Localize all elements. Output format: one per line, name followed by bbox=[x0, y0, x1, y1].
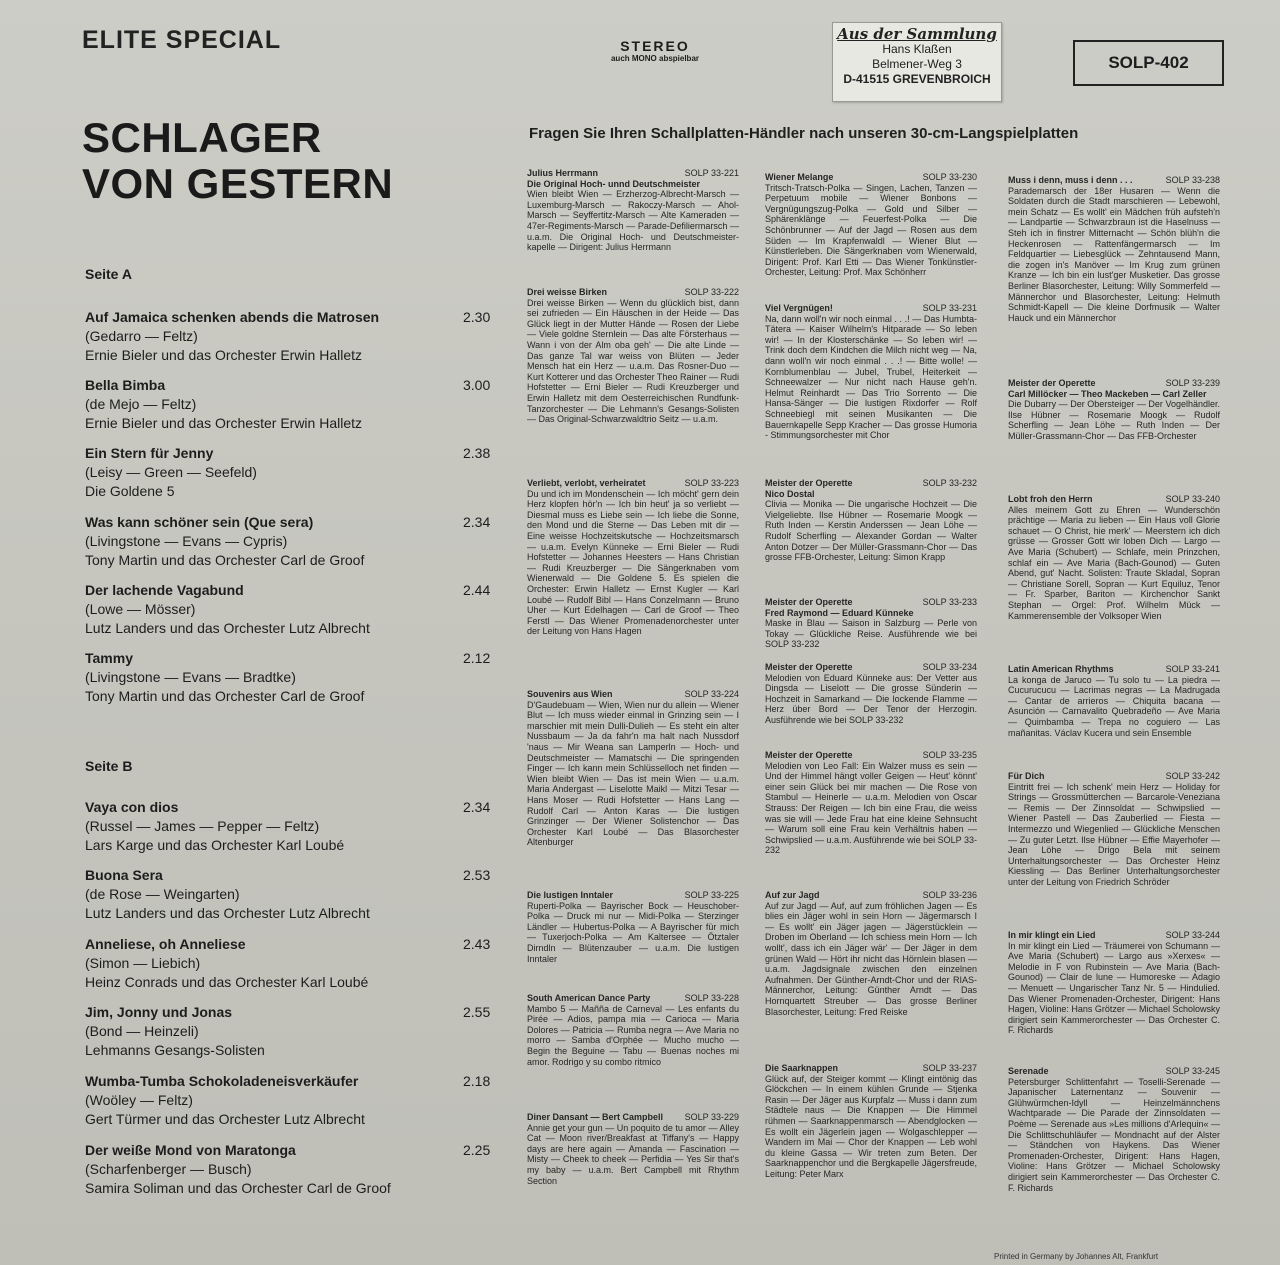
catalog-entry-body: La konga de Jaruco — Tu solo tu — La piedra — Cucurucucu — Lacrimas negras — La Madrugada — Cantar de arrieros — Chiquita bacana — Asunción — Carnavalito Quebradeño — Ave Maria — Quimbamba — Trepa no coguiero — Las mañanitas. Václav Kucera und sein Ensemble bbox=[1008, 674, 1220, 738]
catalog-entry-body: In mir klingt ein Lied — Träumerei von Schumann — Ave Maria (Schubert) — Largo aus »Xerxes« — Melodie in F von Rubinstein — Ave Maria (Bach-Gounod) — Clair de lune — Humoreske — Adagio — Menuett — Ungarischer Tanz Nr. 5 — Hindulied. Das Wiener Promenaden-Orchester, Dirigent: Hans Hagen, Violine: Hans Grötzer — Michael Scholowsky dirigiert sein Kammerorchester — Das Orchester C. F. Richards bbox=[1008, 940, 1220, 1036]
catalog-entry-title: Julius Herrmann bbox=[527, 168, 599, 178]
track-credits: (Simon — Liebich) bbox=[85, 955, 201, 971]
catalog-entry bbox=[765, 662, 977, 726]
catalog-entry-number: SOLP 33-225 bbox=[684, 890, 739, 900]
catalog-entry-number: SOLP 33-236 bbox=[922, 890, 977, 900]
catalog-entry-number: SOLP 33-233 bbox=[922, 597, 977, 607]
track-performer: Lutz Landers und das Orchester Lutz Albrecht bbox=[85, 620, 370, 636]
catalog-entry-body: Die Dubarry — Der Obersteiger — Der Vogelhändler. Ilse Hübner — Rosemarie Moogk — Rudolf Scherfling — Jean Löhe — Ruth Inden — Der Müller-Grassmann-Chor — Das FFB-Orchester bbox=[1008, 399, 1220, 441]
catalog-entry-body: Melodien von Eduard Künneke aus: Der Vetter aus Dingsda — Liselott — Die grosse Sünderin — Hochzeit in Samarkand — Die lockende Flamme — Herz über Bord — Der Tenor der Herzogin. Ausführende wie bei SOLP 33-232 bbox=[765, 672, 977, 725]
catalog-entry-subtitle: Fred Raymond — Eduard Künneke bbox=[765, 607, 914, 618]
collection-stamp bbox=[832, 22, 1002, 102]
stereo-label: STEREO bbox=[620, 38, 690, 54]
catalog-entry-title: Viel Vergnügen! bbox=[765, 303, 833, 313]
catalog-entry-subtitle: Die Original Hoch- unnd Deutschmeister bbox=[527, 178, 701, 189]
catalog-entry-title: Meister der Operette bbox=[765, 662, 853, 672]
catalog-entry-title: Serenade bbox=[1008, 1066, 1049, 1076]
catalog-entry bbox=[527, 890, 739, 964]
track-performer: Die Goldene 5 bbox=[85, 483, 175, 499]
catalog-entry bbox=[1008, 1066, 1220, 1193]
track-performer: Samira Soliman und das Orchester Carl de Groof bbox=[85, 1180, 391, 1196]
track-credits: (Gedarro — Feltz) bbox=[85, 328, 198, 344]
catalog-entry bbox=[1008, 771, 1220, 888]
printer-credit: Printed in Germany by Johannes Alt, Frankfurt bbox=[994, 1252, 1159, 1261]
catalog-entry-number: SOLP 33-231 bbox=[922, 303, 977, 313]
track-duration: 2.18 bbox=[463, 1073, 491, 1089]
catalog-entry bbox=[765, 890, 977, 1017]
track-duration: 2.34 bbox=[463, 799, 491, 815]
track-performer: Tony Martin und das Orchester Carl de Groof bbox=[85, 552, 365, 568]
catalog-entry-body: Alles meinem Gott zu Ehren — Wunderschön prächtige — Maria zu lieben — Ein Haus voll Glorie schauet — O Christ, hie merk' — Meerstern ich dich grüsse — Grosser Gott wir loben Dich — Largo — Ave Maria (Schubert) — Schlafe, mein Prinzchen, schlaf ein — Ave Maria (Bach-Gounod) — Guten Abend, gut' Nacht. Solisten: Traute Skladal, Sopran — Christiane Sorell, Sopran — Kurt Equiluz, Tenor — Fr. Sparber, Bariton — Kirchenchor Sankt Stephan — Orgel: Prof. Wilhelm Mück — Kammerensemble der Volksoper Wien bbox=[1008, 504, 1220, 621]
track-title: Der lachende Vagabund bbox=[85, 582, 244, 598]
catalog-entry-number: SOLP 33-241 bbox=[1165, 664, 1220, 674]
catalog-entry-body: Tritsch-Tratsch-Polka — Singen, Lachen, Tanzen — Perpetuum mobile — Wiener Bonbons — Vergnügungszug-Polka — Gold und Silber — Sphärenklänge — Feuerfest-Polka — Die Schönbrunner — Auf der Jagd — Rosen aus dem Süden — Im Krapfenwaldl — Wiener Blut — Künstlerleben. Die Sängerknaben vom Wienerwald, Dirigent: Prof. Karl Etti — Das Wiener Tonkünstler-Orchester, Leitung: Prof. Max Schönherr bbox=[765, 182, 977, 278]
catalog-entry-title: Meister der Operette bbox=[765, 750, 853, 760]
catalog-entry bbox=[765, 303, 977, 441]
catalog-entry bbox=[765, 1063, 977, 1180]
catalog-entry bbox=[527, 168, 739, 253]
catalog-entry bbox=[765, 750, 977, 856]
stamp-city: D-41515 GREVENBROICH bbox=[843, 72, 991, 86]
catalog-entry-title: Muss i denn, muss i denn . . . bbox=[1008, 175, 1133, 185]
track-credits: (Livingstone — Evans — Cypris) bbox=[85, 533, 288, 549]
catalog-entry-title: Meister der Operette bbox=[1008, 378, 1096, 388]
track-duration: 2.44 bbox=[463, 582, 491, 598]
catalog-entry bbox=[765, 172, 977, 278]
catalog-entry-title: In mir klingt ein Lied bbox=[1008, 930, 1096, 940]
track-title: Auf Jamaica schenken abends die Matrosen bbox=[85, 309, 380, 325]
catalog-entry-number: SOLP 33-238 bbox=[1165, 175, 1220, 185]
catalog-entry bbox=[1008, 378, 1220, 442]
catalog-number-box: SOLP-402 bbox=[1073, 40, 1224, 86]
label-brand: ELITE SPECIAL bbox=[82, 26, 282, 54]
track-title: Jim, Jonny und Jonas bbox=[85, 1004, 233, 1020]
track-credits: (Scharfenberger — Busch) bbox=[85, 1161, 252, 1177]
catalog-entry bbox=[765, 597, 977, 650]
catalog-entry-title: Verliebt, verlobt, verheiratet bbox=[527, 478, 646, 488]
track-credits: (Livingstone — Evans — Bradtke) bbox=[85, 669, 296, 685]
catalog-entry bbox=[1008, 175, 1220, 323]
catalog-entry bbox=[527, 993, 739, 1067]
catalog-entry-number: SOLP 33-234 bbox=[922, 662, 977, 672]
track-title: Vaya con dios bbox=[85, 799, 179, 815]
catalog-entry-body: Maske in Blau — Saison in Salzburg — Perle von Tokay — Glückliche Reise. Ausführende wie bei SOLP 33-232 bbox=[765, 618, 977, 650]
track-credits: (Leisy — Green — Seefeld) bbox=[85, 464, 257, 480]
catalog-entry-body: Annie get your gun — Un poquito de tu amor — Alley Cat — Moon river/Breakfast at Tiffany's — Happy days are here again — Amanda — Fascination — Misty — Cheek to cheek — Perfidia — Yes Sir that's my baby — u.a.m. Bert Campbell mit Rhythm Section bbox=[527, 1122, 739, 1186]
catalog-entry-title: Meister der Operette bbox=[765, 597, 853, 607]
catalog-entry-title: Auf zur Jagd bbox=[765, 890, 820, 900]
track-title: Wumba-Tumba Schokoladeneisverkäufer bbox=[85, 1073, 359, 1089]
stereo-notice bbox=[580, 38, 730, 63]
catalog-entry-body: Ruperti-Polka — Bayrischer Bock — Heuschober-Polka — Druck mi nur — Midi-Polka — Sterzinger Ländler — Hubertus-Polka — A Bayrischer für mich — Tuxerjoch-Polka — Am Kaltersee — Ötztaler Dirndln — Blütenzauber — u.a.m. Die lustigen Inntaler bbox=[527, 900, 739, 964]
catalog-entry-title: Latin American Rhythms bbox=[1008, 664, 1114, 674]
track-title: Tammy bbox=[85, 650, 133, 666]
catalog-entry bbox=[527, 689, 739, 848]
catalog-entry bbox=[527, 478, 739, 637]
track-a1 bbox=[85, 308, 505, 365]
catalog-entry-body: Mambo 5 — Mañña de Carneval — Les enfants du Pirée — Adios, pampa mia — Carioca — Maria Dolores — Patricia — Rumba negra — Ave Maria no morro — Samba d'Orphée — Mucho mucho — Begin the Beguine — Tabu — Buenas noches mi amor. Rodrigo y su combo ritmico bbox=[527, 1003, 739, 1067]
track-duration: 2.34 bbox=[463, 514, 491, 530]
catalog-entry-number: SOLP 33-224 bbox=[684, 689, 739, 699]
catalog-entry bbox=[1008, 494, 1220, 621]
catalog-entry-number: SOLP 33-239 bbox=[1165, 378, 1220, 388]
track-duration: 3.00 bbox=[463, 377, 491, 393]
album-title-line2: VON GESTERN bbox=[82, 160, 394, 207]
catalog-entry-title: Souvenirs aus Wien bbox=[527, 689, 613, 699]
track-credits: (Russel — James — Pepper — Feltz) bbox=[85, 818, 320, 834]
catalog-tagline: Fragen Sie Ihren Schallplatten-Händler nach unseren 30-cm-Langspielplatten bbox=[529, 125, 1079, 142]
catalog-entry-title: Wiener Melange bbox=[765, 172, 834, 182]
catalog-entry-body: Glück auf, der Steiger kommt — Klingt eintönig das Glöckchen — In einem kühlen Grunde — Stjenka Rasin — Der Jäger aus Kurpfalz — Muss i dann zum Städtele naus — Die Knappen — Die Himmel rühmen — Saarknappenmarsch — Abendglocken — Es wollt ein Jägerlein jagen — Wolgaschlepper — Wandern im Mai — Chor der Knappen — Leb wohl du kleine Gassa — Wir treten zum Beten. Der Saarknappenchor und die Bergkapelle Jägersfreude, Leitung: Peter Marx bbox=[765, 1073, 977, 1179]
catalog-entry-body: Melodien von Leo Fall: Ein Walzer muss es sein — Und der Himmel hängt voller Geigen — Heut' könnt' einer sein Glück bei mir machen — Die Rose von Stambul — Heinerle — u.a.m. Melodien von Oscar Strauss: Der Reigen — Ich bin eine Frau, die weiss was sie will — Jede Frau hat eine kleine Sehnsucht — Warum soll eine Frau kein Verhältnis haben — Schwipslied — u.a.m. Ausführende wie bei SOLP 33-232 bbox=[765, 760, 977, 856]
catalog-entry-body: D'Gaudebuam — Wien, Wien nur du allein — Wiener Blut — Ich muss wieder einmal in Grinzing sein — I marschier mit mein Dulli-Dulieh — Es steht ein alter Nussbaum — Ja da fahr'n ma halt nach Nussdorf 'naus — Mir Weana san Lamperln — Hoch- und Deutschmeister — Mamatschi — Die springenden Finger — Ich kann mein Schlüsselloch net finden — Wien bleibt Wien — Das ist mein Wien — u.a.m. Maria Andergast — Liselotte Maikl — Mitzi Tesar — Hans Moser — Rudi Hofstetter — Hans Lang — Rudolf Carl — Anton Karas — Die lustigen Grinzinger — Der Wiener Solistenchor — Das Orchester Karl Loubé — Das Blasorchester Altenburger bbox=[527, 699, 739, 848]
catalog-entry-title: South American Dance Party bbox=[527, 993, 651, 1003]
catalog-entry-body: Parademarsch der 18er Husaren — Wenn die Soldaten durch die Stadt marschieren — Lebewohl, mein Schatz — Es wollt' ein Mädchen früh aufsteh'n — Landpartie — Schwarzbraun ist die Haselnuss — Steh ich in finstrer Mitternacht — Schön blüh'n die Heckenrosen — Rattenfängermarsch — Im Feldquartier — Liebesglück — Zehntausend Mann, die zogen in's Manöver — Im Krug zum grünen Kranze — Ich bin ein lust'ger Musketier. Das grosse Berliner Blasorchester, Leitung: Willy Sommerfeld — Männerchor und Blasorchester, Leitung: Helmuth Schmidt-Kapell — Die kleine Dorfmusik — Walter Hauck und ein Männerchor bbox=[1008, 185, 1220, 323]
catalog-entry bbox=[765, 478, 977, 563]
track-a3 bbox=[85, 444, 505, 501]
track-credits: (Woöley — Feltz) bbox=[85, 1092, 193, 1108]
catalog-entry-number: SOLP 33-229 bbox=[684, 1112, 739, 1122]
catalog-entry-title: Drei weisse Birken bbox=[527, 287, 608, 297]
catalog-entry-number: SOLP 33-242 bbox=[1165, 771, 1220, 781]
track-title: Der weiße Mond von Maratonga bbox=[85, 1142, 296, 1158]
track-performer: Tony Martin und das Orchester Carl de Groof bbox=[85, 688, 365, 704]
catalog-entry-number: SOLP 33-222 bbox=[684, 287, 739, 297]
track-title: Ein Stern für Jenny bbox=[85, 445, 214, 461]
track-performer: Ernie Bieler und das Orchester Erwin Halletz bbox=[85, 347, 363, 363]
catalog-entry-body: Eintritt frei — Ich schenk' mein Herz — Holiday for Strings — Grossmütterchen — Barcarole-Veneziana — Remis — Der Zinnsoldat — Schwipslied — Wiener Pastell — Das Zauberlied — Fiesta — Intermezzo und Wiegenlied — Glückliche Menschen — Zu guter Letzt. Ilse Hübner — Effie Mayerhofer — Jean Löhe — Drigo Bela mit seinem Unterhaltungsorchester — Das Orchester Heinz Kiessling — Das Berliner Unterhaltungsorchester unter der Leitung von Friedrich Schröder bbox=[1008, 781, 1220, 887]
side-a-label: Seite A bbox=[85, 266, 132, 282]
catalog-entry-subtitle: Carl Millöcker — Theo Mackeben — Carl Zeller bbox=[1008, 388, 1207, 399]
catalog-entry-number: SOLP 33-237 bbox=[922, 1063, 977, 1073]
track-title: Anneliese, oh Anneliese bbox=[85, 936, 246, 952]
catalog-entry-title: Die Saarknappen bbox=[765, 1063, 839, 1073]
track-duration: 2.30 bbox=[463, 309, 491, 325]
catalog-entry bbox=[1008, 664, 1220, 738]
catalog-entry-number: SOLP 33-230 bbox=[922, 172, 977, 182]
track-a4 bbox=[85, 513, 505, 570]
track-title: Was kann schöner sein (Que sera) bbox=[85, 514, 314, 530]
catalog-entry-number: SOLP 33-235 bbox=[922, 750, 977, 760]
track-a5 bbox=[85, 581, 505, 638]
track-b1 bbox=[85, 798, 505, 855]
track-credits: (Lowe — Mösser) bbox=[85, 601, 196, 617]
side-b-label: Seite B bbox=[85, 758, 133, 774]
track-title: Bella Bimba bbox=[85, 377, 166, 393]
track-a6 bbox=[85, 649, 505, 706]
catalog-entry bbox=[527, 1112, 739, 1186]
track-credits: (de Rose — Weingarten) bbox=[85, 886, 240, 902]
catalog-entry-body: Drei weisse Birken — Wenn du glücklich bist, dann sei zufrieden — Ein Häuschen in der Heide — Das Glück liegt in der Mutter Hände — Rosen der Liebe — Viele goldne Sternlein — Das alte Försterhaus — Wann i von der Alm oba geh' — Die alte Linde — Das ganze Tal war weiss von Blüten — Jeder Mensch hat ein Herz — u.a.m. Das Rosner-Duo — Kurt Kotterer und das Orchester Theo Rainer — Rudi Hofstetter — Erni Bieler — Rudi Kreuzberger und Erwin Halletz mit dem Oesterreichischen Rundfunk-Tanzorchester — Die Lehmann's Gesangs-Solisten — Das Original-Schwarzwaldtrio Seitz — u.a.m. bbox=[527, 297, 739, 425]
catalog-entry-number: SOLP 33-240 bbox=[1165, 494, 1220, 504]
catalog-entry-title: Meister der Operette bbox=[765, 478, 853, 488]
stamp-title: Aus der Sammlung bbox=[837, 25, 997, 43]
track-b5 bbox=[85, 1072, 505, 1129]
catalog-entry-title: Lobt froh den Herrn bbox=[1008, 494, 1093, 504]
track-duration: 2.55 bbox=[463, 1004, 491, 1020]
track-a2 bbox=[85, 376, 505, 433]
track-performer: Gert Türmer und das Orchester Lutz Albrecht bbox=[85, 1111, 365, 1127]
catalog-entry-number: SOLP 33-245 bbox=[1165, 1066, 1220, 1076]
catalog-entry-number: SOLP 33-244 bbox=[1165, 930, 1220, 940]
catalog-entry-body: Petersburger Schlittenfahrt — Toselli-Serenade — Japanischer Laternentanz — Souvenir — Glühwürmchen-Idyll — Heinzelmännchens Wachtparade — Die Parade der Zinnsoldaten — Poème — Serenade aus »Les millions d'Arlequin« — Die Schlittschuhläufer — Mondnacht auf der Alster — Ständchen von Haykens. Das Wiener Promenaden-Orchester, Dirigent: Hans Hagen, Violine: Hans Grötzer — Michael Scholowsky dirigiert sein Kammerorchester — Das Orchester C. F. Richards bbox=[1008, 1076, 1220, 1193]
track-b3 bbox=[85, 935, 505, 992]
track-b2 bbox=[85, 866, 505, 923]
track-performer: Lehmanns Gesangs-Solisten bbox=[85, 1042, 265, 1058]
track-performer: Ernie Bieler und das Orchester Erwin Halletz bbox=[85, 415, 363, 431]
catalog-entry-body: Du und ich im Mondenschein — Ich möcht' gern dein Herz klopfen hör'n — Ich bin heut' ja so verliebt — Diesmal muss es Liebe sein — Ich liebe die Sonne, den Mond und die Sterne — Das Leben mit dir — Eine weisse Hochzeitskutsche — Hochzeitsmarsch — u.a.m. Evelyn Künneke — Erni Bieler — Rudi Hofstetter — Johannes Heesters — Hans Christian — Rudi Kreuzberger — Die Sängerknaben vom Wienerwald — Die Goldene 5. Es spielen die Orchester: Erwin Halletz — Ernst Kugler — Karl Loubé — Rudolf Bibl — Hans Conzelmann — Bruno Uher — Kurt Edelhagen — Carl de Groof — Theo Ferstl — Das Wiener Promenadenorchester unter der Leitung von Hans Hagen bbox=[527, 488, 739, 637]
track-performer: Lutz Landers und das Orchester Lutz Albrecht bbox=[85, 905, 370, 921]
track-performer: Lars Karge und das Orchester Karl Loubé bbox=[85, 837, 345, 853]
track-credits: (de Mejo — Feltz) bbox=[85, 396, 197, 412]
track-b6 bbox=[85, 1141, 505, 1198]
catalog-entry-subtitle: Nico Dostal bbox=[765, 488, 815, 499]
track-duration: 2.12 bbox=[463, 650, 491, 666]
catalog-entry-title: Die lustigen Inntaler bbox=[527, 890, 614, 900]
catalog-entry-title: Diner Dansant — Bert Campbell bbox=[527, 1112, 664, 1122]
catalog-entry bbox=[527, 287, 739, 425]
stamp-owner: Hans Klaßen bbox=[882, 42, 952, 56]
catalog-entry-body: Clivia — Monika — Die ungarische Hochzeit — Die Vielgeliebte. Ilse Hübner — Rosemarie Moogk — Ruth Inden — Kerstin Anderssen — Jean Löhe — Rudolf Scherfling — Alexander Gordan — Walter Anton Dotzer — Der Müller-Grassmann-Chor — Das grosse FFB-Orchester, Leitung: Simon Krapp bbox=[765, 499, 977, 563]
mono-note: auch MONO abspielbar bbox=[610, 54, 700, 63]
catalog-entry-number: SOLP 33-221 bbox=[684, 168, 739, 178]
track-title: Buona Sera bbox=[85, 867, 163, 883]
track-b4 bbox=[85, 1003, 505, 1060]
catalog-entry-number: SOLP 33-232 bbox=[922, 478, 977, 488]
catalog-entry-number: SOLP 33-223 bbox=[684, 478, 739, 488]
catalog-entry-title: Für Dich bbox=[1008, 771, 1045, 781]
catalog-entry bbox=[1008, 930, 1220, 1036]
track-credits: (Bond — Heinzeli) bbox=[85, 1023, 199, 1039]
track-duration: 2.38 bbox=[463, 445, 491, 461]
stamp-street: Belmener-Weg 3 bbox=[872, 57, 962, 71]
catalog-entry-body: Auf zur Jagd — Auf, auf zum fröhlichen Jagen — Es blies ein Jäger wohl in sein Horn — Jägermarsch I — Es wollt' ein Jäger jagen — Jägerstücklein — Droben im Oberland — Ich schiess mein Horn — Ich wollt', dass ich ein Jäger wär' — Der Jäger in dem grünen Wald — Hört ihr nicht das Hörnlein blasen — u.a.m. Jagdsignale zwischen den einzelnen Aufnahmen. Der Günther-Arndt-Chor und der RIAS-Männerchor, Leitung: Günther Arndt — Das Hornquartett Streuber — Das grosse Berliner Blasorchester, Leitung: Fred Reiske bbox=[765, 900, 977, 1017]
catalog-entry-body: Na, dann woll'n wir noch einmal . . .! — Das Humbta-Tätera — Kaiser Wilhelm's Hitparade — So leben wir! — In der Klosterschänke — So leben wir! — Trink doch dem Kindchen die Milch nicht weg — Na, dann woll'n wir noch einmal . . .! — Bitte wolle! — Kornblumenblau — Jubel, Trubel, Heiterkeit — Schneewalzer — Nur nicht nach Hause geh'n. Helmut Reinhardt — Das Trio Sorrento — Die Hansa-Sänger — Die lustigen Rixdorfer — Rolf Schneebiegl mit seinen Musikanten — Die Bauernkapelle Sepp Kracher — Das grosse Humoria - Stimmungsorchester mit Chor bbox=[765, 313, 977, 441]
track-duration: 2.43 bbox=[463, 936, 491, 952]
track-performer: Heinz Conrads und das Orchester Karl Loubé bbox=[85, 974, 369, 990]
album-title bbox=[82, 115, 393, 207]
track-duration: 2.53 bbox=[463, 867, 491, 883]
catalog-entry-body: Wien bleibt Wien — Erzherzog-Albrecht-Marsch — Luxemburg-Marsch — Rakoczy-Marsch — Ahol-Marsch — Seyffertitz-Marsch — Alte Kameraden — 47er-Regiments-Marsch — Parade-Defiliermarsch — u.a.m. Die Original Hoch- und Deutschmeister-kapelle — Dirigent: Julius Herrmann bbox=[527, 189, 739, 253]
track-duration: 2.25 bbox=[463, 1142, 491, 1158]
catalog-entry-number: SOLP 33-228 bbox=[684, 993, 739, 1003]
album-title-line1: SCHLAGER bbox=[82, 114, 322, 161]
